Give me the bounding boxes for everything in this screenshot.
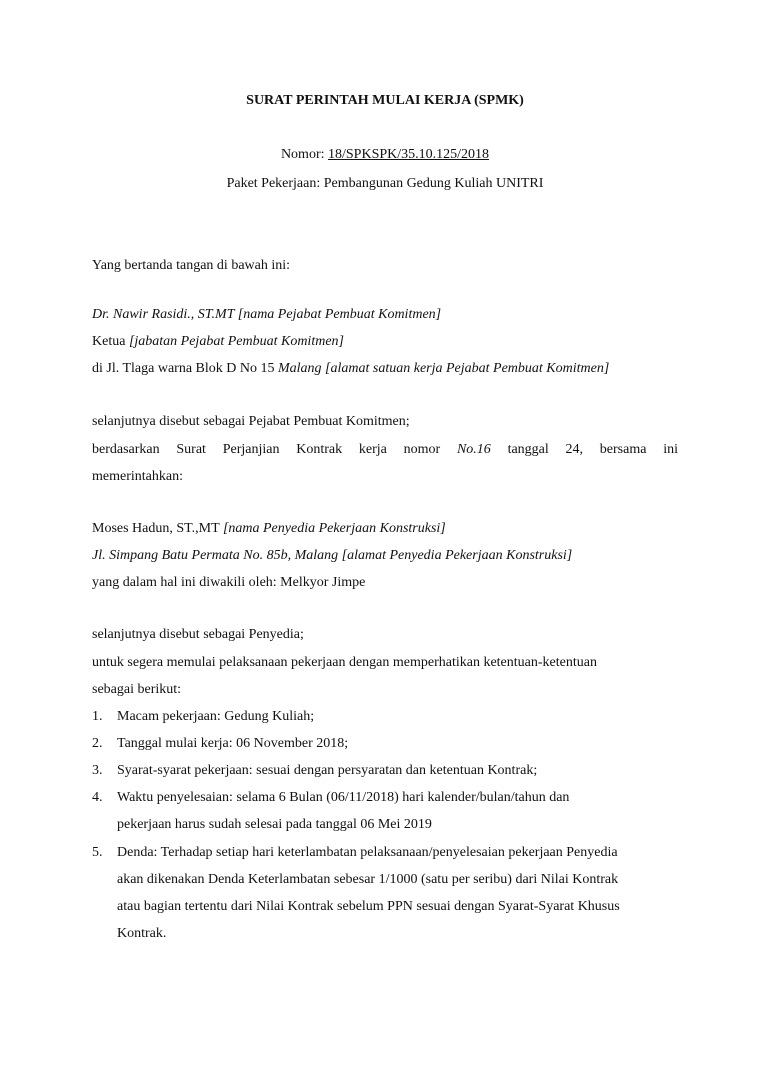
list-item-text: Denda: Terhadap setiap hari keterlambatan pelaksanaan/penyelesaian pekerjaan Penyedia <box>117 845 618 860</box>
para1-line2-c: tanggal 24, bersama ini <box>490 442 678 457</box>
ppk-jabatan <box>92 333 678 351</box>
para1-line2-a: berdasarkan Surat Perjanjian Kontrak kerja nomor <box>92 442 457 457</box>
penyedia-name <box>92 520 678 538</box>
list-item-text: atau bagian tertentu dari Nilai Kontrak sebelum PPN sesuai dengan Syarat-Syarat Khusus <box>117 899 620 914</box>
ppk-name <box>92 306 678 324</box>
para1-line2 <box>92 441 678 459</box>
list-item-number: 5. <box>92 845 103 860</box>
list-item-number: 1. <box>92 709 103 724</box>
para1-line1: selanjutnya disebut sebagai Pejabat Pembuat Komitmen; <box>92 414 410 429</box>
ppk-alamat-plain: di Jl. Tlaga warna Blok D No 15 <box>92 361 278 376</box>
para2-line3: sebagai berikut: <box>92 682 182 697</box>
para2-line2: untuk segera memulai pelaksanaan pekerjaan dengan memperhatikan ketentuan-ketentuan <box>92 655 597 670</box>
penyedia-alamat <box>92 547 678 565</box>
ppk-alamat-italic: Malang [alamat satuan kerja Pejabat Pembuat Komitmen] <box>278 361 610 376</box>
intro-line: Yang bertanda tangan di bawah ini: <box>92 258 291 273</box>
para1-contract-number: No.16 <box>456 442 491 457</box>
para2-line1: selanjutnya disebut sebagai Penyedia; <box>92 627 304 642</box>
list-item-number: 4. <box>92 790 103 805</box>
document-title: SURAT PERINTAH MULAI KERJA (SPMK) <box>246 93 524 108</box>
nomor-value: 18/SPKSPK/35.10.125/2018 <box>328 147 490 162</box>
penyedia-wakil: yang dalam hal ini diwakili oleh: Melkyor Jimpe <box>92 575 366 590</box>
list-item-number: 2. <box>92 736 103 751</box>
nomor-label: Nomor: <box>280 147 328 162</box>
penyedia-name-italic: [nama Penyedia Pekerjaan Konstruksi] <box>222 521 446 536</box>
ppk-jabatan-italic: [jabatan Pejabat Pembuat Komitmen] <box>128 334 344 349</box>
list-item-text: pekerjaan harus sudah selesai pada tanggal 06 Mei 2019 <box>117 817 432 832</box>
ppk-jabatan-plain: Ketua <box>92 334 129 349</box>
nomor-line <box>92 146 678 164</box>
list-item-text: Kontrak. <box>117 926 167 941</box>
list-item-text: akan dikenakan Denda Keterlambatan sebesar 1/1000 (satu per seribu) dari Nilai Kontrak <box>117 872 619 887</box>
ppk-alamat <box>92 360 678 378</box>
penyedia-name-plain: Moses Hadun, ST.,MT <box>92 521 223 536</box>
list-item-text: Waktu penyelesaian: selama 6 Bulan (06/11/2018) hari kalender/bulan/tahun dan <box>117 790 570 805</box>
list-item-text: Macam pekerjaan: Gedung Kuliah; <box>117 709 315 724</box>
list-item-number: 3. <box>92 763 103 778</box>
paket-line: Paket Pekerjaan: Pembangunan Gedung Kuliah UNITRI <box>226 176 544 191</box>
list-item-text: Tanggal mulai kerja: 06 November 2018; <box>117 736 349 751</box>
penyedia-alamat-text: Jl. Simpang Batu Permata No. 85b, Malang [alamat Penyedia Pekerjaan Konstruksi] <box>92 548 573 563</box>
list-item-text: Syarat-syarat pekerjaan: sesuai dengan persyaratan dan ketentuan Kontrak; <box>117 763 538 778</box>
ppk-name-text: Dr. Nawir Rasidi., ST.MT [nama Pejabat Pembuat Komitmen] <box>92 307 442 322</box>
para1-line3: memerintahkan: <box>92 469 183 484</box>
